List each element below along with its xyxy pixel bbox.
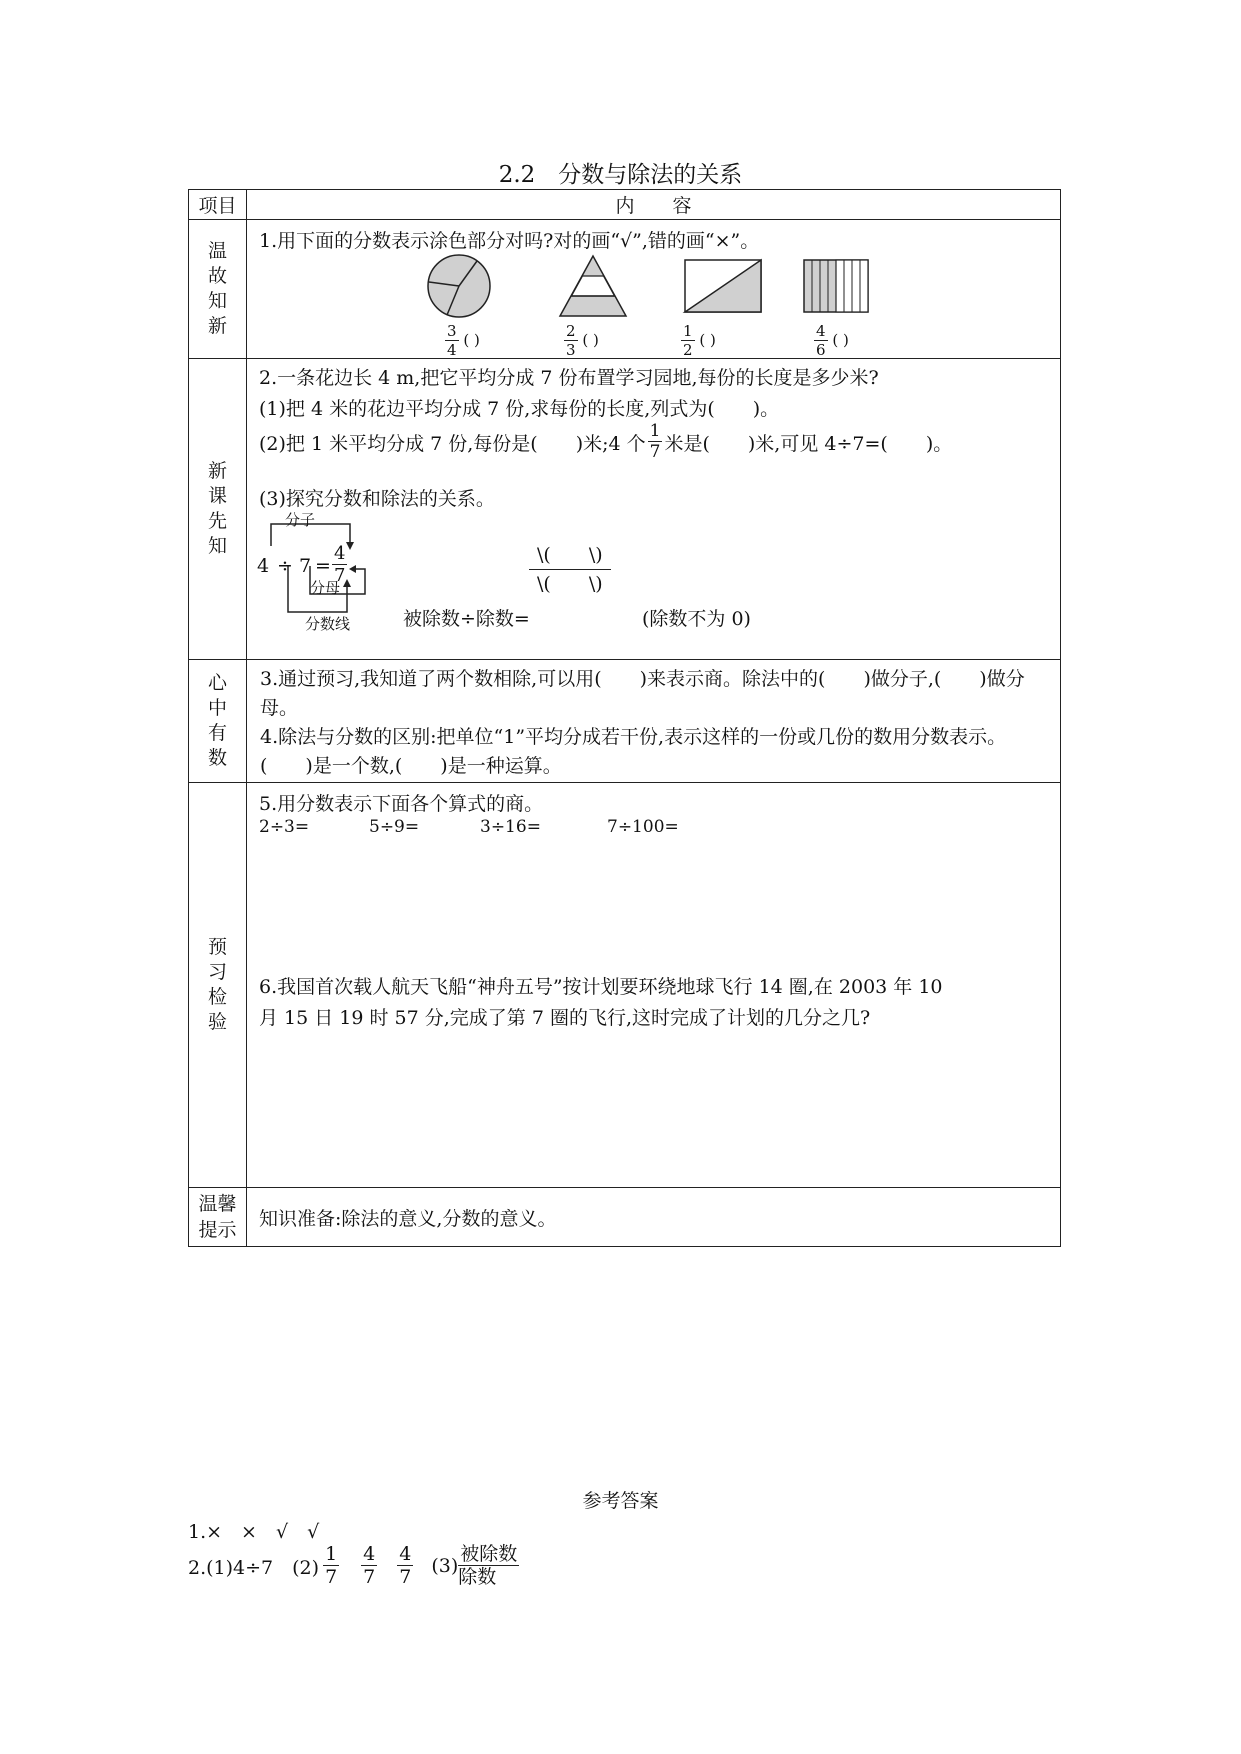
circle-figure [428,255,490,317]
diagram-label-denominator: 分母 [310,579,341,597]
tip-content: 知识准备:除法的意义,分数的意义。 [247,1188,1061,1247]
question-2: 2.一条花边长 4 m,把它平均分成 7 份布置学习园地,每份的长度是多少米? [259,367,879,389]
answer-2: 2.(1)4÷7 (2) $\frac{1}{7}$ $\frac{4}{7}$ $\frac{4}{7}$ (3) $\frac{\text{被除数}}{\text{除数}}$ [188,1543,518,1588]
label-mind: 心中有数 [189,660,247,783]
label-tip: 温馨提示 [189,1188,247,1247]
blank-fraction-bottom: \( \) [537,573,603,595]
fig-label-1: $\frac{3}{4}$ ( ) [447,322,480,359]
expr-3: 3÷16= [480,817,541,837]
question-2-part-3: (3)探究分数和除法的关系。 [259,488,495,510]
rectangle-figure [685,260,761,312]
question-6: 6.我国首次载人航天飞船“神舟五号”按计划要环绕地球飞行 14 圈,在 2003 年 10 月 15 日 19 时 57 分,完成了第 7 圈的飞行,这时完成了计划的几分之几? [259,976,943,1029]
newlesson-content [247,359,1061,660]
diagram-label-numerator: 分子 [285,511,316,529]
triangle-figure [560,256,626,316]
review-content [247,220,1061,359]
question-2-part-1: (1)把 4 米的花边平均分成 7 份,求每份的长度,列式为( )。 [259,398,780,420]
label-check: 预习检验 [189,783,247,1188]
shaded-figures [427,254,927,332]
check-content [247,783,1061,1188]
question-3: 3.通过预习,我知道了两个数相除,可以用( )来表示商。除法中的( )做分子,( )做分母。 [260,668,1025,719]
diagram-divide-sign: ÷ [277,555,293,577]
diagram-label-fraction-bar: 分数线 [305,615,351,633]
expr-2: 5÷9= [369,817,420,837]
diagram-dividend: 4 [257,555,270,577]
question-1: 1.用下面的分数表示涂色部分对吗?对的画“√”,错的画“×”。 [259,230,760,252]
question-4: 4.除法与分数的区别:把单位“1”平均分成若干份,表示这样的一份或几份的数用分数表示。( )是一个数,( )是一种运算。 [260,726,1007,777]
blank-fraction-top: \( \) [529,540,611,570]
strips-figure [804,260,868,312]
mind-content [247,660,1061,783]
fig-label-2: $\frac{2}{3}$ ( ) [566,322,599,359]
label-newlesson: 新课先知 [189,359,247,660]
expr-1: 2÷3= [259,817,310,837]
answer-1: 1.× × √ √ [188,1521,320,1543]
formula-text: 被除数÷除数= [403,608,530,630]
worksheet-table [188,189,1061,1247]
page-title: 2.2 分数与除法的关系 [498,162,743,188]
answers-heading: 参考答案 [582,1490,659,1512]
diagram-divisor: 7 [299,555,312,577]
diagram-fraction: $\frac{4}{7}$ [334,543,346,586]
fig-label-4: $\frac{4}{6}$ ( ) [816,322,849,359]
header-item: 项目 [189,190,247,220]
header-content: 内 容 [247,190,1061,220]
formula-note: (除数不为 0) [642,608,751,630]
diagram-equals: = [315,555,331,577]
fig-label-3: $\frac{1}{2}$ ( ) [683,322,716,359]
question-2-part-2: (2)把 1 米平均分成 7 份,每份是( )米;4 个 $\frac{1}{7}$ 米是( )米,可见 4÷7=( )。 [259,421,953,462]
expr-4: 7÷100= [607,817,679,837]
question-5: 5.用分数表示下面各个算式的商。 [259,793,544,815]
label-review: 温故知新 [189,220,247,359]
